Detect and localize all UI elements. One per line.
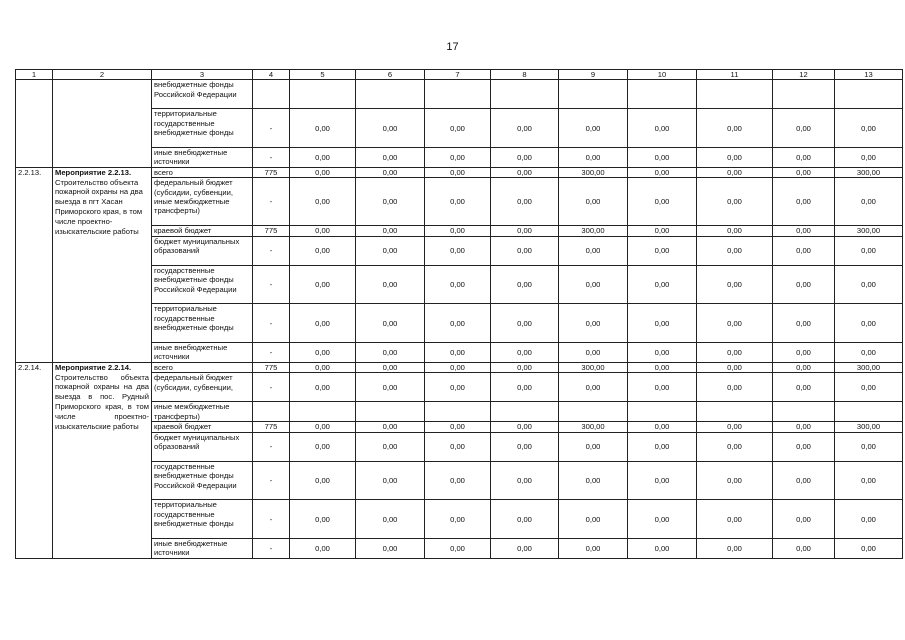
amount-cell: 300,00	[835, 422, 903, 432]
funding-source-cell: иные внебюджетные источники	[152, 147, 253, 167]
amount-cell: 0,00	[425, 342, 491, 362]
amount-cell: 0,00	[290, 265, 356, 304]
amount-cell: 300,00	[835, 226, 903, 236]
funding-source-cell: всего	[152, 362, 253, 372]
header-cell: 13	[835, 70, 903, 80]
table-row	[16, 362, 903, 372]
amount-cell: 0,00	[491, 461, 559, 500]
amount-cell: 0,00	[559, 373, 628, 402]
amount-cell: 0,00	[425, 500, 491, 539]
page-number: 17	[446, 41, 459, 53]
amount-cell: 0,00	[425, 422, 491, 432]
funding-source-cell: всего	[152, 167, 253, 177]
amount-cell: 0,00	[559, 265, 628, 304]
amount-cell: 0,00	[290, 167, 356, 177]
amount-cell: 0,00	[835, 432, 903, 461]
amount-cell: 0,00	[290, 373, 356, 402]
amount-cell: 0,00	[835, 342, 903, 362]
amount-cell: 0,00	[356, 500, 425, 539]
amount-cell: 0,00	[491, 147, 559, 167]
funding-source-cell: бюджет муниципальных образований	[152, 236, 253, 265]
amount-cell: 0,00	[425, 304, 491, 343]
amount-cell: 0,00	[628, 226, 697, 236]
amount-cell: 0,00	[425, 178, 491, 226]
measure-title-cell	[53, 167, 152, 362]
amount-cell: 0,00	[425, 147, 491, 167]
header-cell: 5	[290, 70, 356, 80]
header-cell: 6	[356, 70, 425, 80]
code-value-cell: -	[253, 109, 290, 148]
measure-title-bold: Мероприятие 2.2.13.	[55, 167, 132, 177]
funding-source-cell: краевой бюджет	[152, 422, 253, 432]
amount-cell	[425, 80, 491, 109]
amount-cell: 300,00	[835, 167, 903, 177]
header-cell: 7	[425, 70, 491, 80]
amount-cell: 0,00	[356, 362, 425, 372]
amount-cell: 0,00	[835, 304, 903, 343]
amount-cell: 0,00	[628, 432, 697, 461]
amount-cell	[290, 80, 356, 109]
code-value-cell: -	[253, 432, 290, 461]
code-value-cell	[253, 80, 290, 109]
header-cell: 12	[773, 70, 835, 80]
amount-cell: 0,00	[356, 432, 425, 461]
amount-cell: 0,00	[559, 500, 628, 539]
amount-cell: 0,00	[491, 226, 559, 236]
amount-cell	[773, 80, 835, 109]
amount-cell: 0,00	[773, 226, 835, 236]
amount-cell: 0,00	[628, 167, 697, 177]
amount-cell: 0,00	[491, 304, 559, 343]
amount-cell: 300,00	[559, 167, 628, 177]
amount-cell: 0,00	[697, 109, 773, 148]
code-value-cell: -	[253, 500, 290, 539]
header-cell: 1	[16, 70, 53, 80]
empty-code-cell	[16, 80, 53, 168]
amount-cell: 0,00	[773, 461, 835, 500]
amount-cell: 0,00	[697, 422, 773, 432]
amount-cell: 0,00	[425, 538, 491, 558]
amount-cell	[628, 80, 697, 109]
amount-cell: 0,00	[356, 178, 425, 226]
amount-cell: 0,00	[835, 236, 903, 265]
amount-cell: 0,00	[697, 373, 773, 402]
code-value-cell: -	[253, 265, 290, 304]
amount-cell: 0,00	[628, 461, 697, 500]
funding-source-cell: краевой бюджет	[152, 226, 253, 236]
code-value-cell: -	[253, 538, 290, 558]
amount-cell: 0,00	[697, 342, 773, 362]
amount-cell: 0,00	[559, 147, 628, 167]
amount-cell: 0,00	[628, 373, 697, 402]
amount-cell: 0,00	[491, 432, 559, 461]
amount-cell: 0,00	[697, 362, 773, 372]
header-cell: 8	[491, 70, 559, 80]
amount-cell: 0,00	[356, 422, 425, 432]
amount-cell: 0,00	[290, 147, 356, 167]
amount-cell: 0,00	[835, 500, 903, 539]
amount-cell: 0,00	[356, 461, 425, 500]
table-row	[16, 167, 903, 177]
amount-cell: 0,00	[773, 373, 835, 402]
funding-source-cell: внебюджетные фонды Российской Федерации	[152, 80, 253, 109]
funding-source-cell: иные внебюджетные источники	[152, 538, 253, 558]
amount-cell	[697, 402, 773, 422]
amount-cell	[356, 402, 425, 422]
amount-cell	[356, 80, 425, 109]
financing-table	[15, 69, 903, 559]
amount-cell: 0,00	[290, 362, 356, 372]
code-value-cell: 775	[253, 362, 290, 372]
code-value-cell: -	[253, 147, 290, 167]
amount-cell: 0,00	[290, 226, 356, 236]
amount-cell: 0,00	[628, 538, 697, 558]
amount-cell: 0,00	[290, 461, 356, 500]
code-value-cell: 775	[253, 167, 290, 177]
funding-source-cell: государственные внебюджетные фонды Российской Федерации	[152, 265, 253, 304]
header-cell: 3	[152, 70, 253, 80]
amount-cell: 0,00	[491, 373, 559, 402]
amount-cell: 0,00	[356, 236, 425, 265]
header-cell: 4	[253, 70, 290, 80]
amount-cell: 0,00	[697, 538, 773, 558]
amount-cell: 0,00	[290, 432, 356, 461]
amount-cell	[559, 402, 628, 422]
amount-cell: 0,00	[491, 538, 559, 558]
amount-cell: 0,00	[628, 500, 697, 539]
code-value-cell: -	[253, 236, 290, 265]
amount-cell: 0,00	[835, 178, 903, 226]
amount-cell: 0,00	[491, 362, 559, 372]
amount-cell: 0,00	[425, 362, 491, 372]
header-cell: 10	[628, 70, 697, 80]
amount-cell	[559, 80, 628, 109]
amount-cell: 0,00	[773, 432, 835, 461]
amount-cell: 0,00	[628, 147, 697, 167]
amount-cell: 0,00	[559, 432, 628, 461]
amount-cell: 0,00	[697, 500, 773, 539]
header-cell: 9	[559, 70, 628, 80]
table-row	[16, 80, 903, 109]
code-value-cell	[253, 402, 290, 422]
empty-title-cell	[53, 80, 152, 168]
amount-cell	[835, 80, 903, 109]
amount-cell: 0,00	[773, 342, 835, 362]
amount-cell: 0,00	[425, 226, 491, 236]
amount-cell: 0,00	[835, 265, 903, 304]
amount-cell	[491, 80, 559, 109]
amount-cell: 0,00	[425, 432, 491, 461]
amount-cell: 0,00	[697, 265, 773, 304]
funding-source-cell: территориальные государственные внебюджетные фонды	[152, 109, 253, 148]
amount-cell: 0,00	[559, 538, 628, 558]
measure-code-cell: 2.2.14.	[16, 362, 53, 558]
amount-cell: 0,00	[697, 236, 773, 265]
amount-cell: 0,00	[491, 167, 559, 177]
amount-cell: 0,00	[425, 461, 491, 500]
amount-cell: 0,00	[773, 178, 835, 226]
amount-cell: 0,00	[559, 236, 628, 265]
amount-cell: 0,00	[773, 304, 835, 343]
code-value-cell: 775	[253, 226, 290, 236]
amount-cell: 0,00	[290, 342, 356, 362]
amount-cell: 0,00	[559, 304, 628, 343]
header-cell: 11	[697, 70, 773, 80]
amount-cell: 0,00	[773, 147, 835, 167]
amount-cell: 0,00	[290, 109, 356, 148]
amount-cell: 0,00	[356, 342, 425, 362]
amount-cell: 300,00	[559, 422, 628, 432]
amount-cell: 0,00	[628, 342, 697, 362]
measure-title-bold: Мероприятие 2.2.14.	[55, 362, 132, 372]
funding-source-cell: государственные внебюджетные фонды Российской Федерации	[152, 461, 253, 500]
amount-cell: 0,00	[425, 167, 491, 177]
amount-cell: 0,00	[491, 178, 559, 226]
amount-cell: 0,00	[290, 178, 356, 226]
amount-cell: 0,00	[356, 226, 425, 236]
amount-cell: 0,00	[356, 167, 425, 177]
amount-cell	[835, 402, 903, 422]
amount-cell: 0,00	[628, 265, 697, 304]
amount-cell: 0,00	[835, 373, 903, 402]
amount-cell	[425, 402, 491, 422]
amount-cell: 0,00	[425, 373, 491, 402]
amount-cell: 0,00	[628, 422, 697, 432]
amount-cell: 0,00	[835, 109, 903, 148]
amount-cell: 0,00	[559, 461, 628, 500]
code-value-cell: -	[253, 342, 290, 362]
amount-cell: 0,00	[290, 500, 356, 539]
amount-cell: 0,00	[425, 265, 491, 304]
measure-code-cell: 2.2.13.	[16, 167, 53, 362]
funding-source-cell: иные межбюджетные трансферты)	[152, 402, 253, 422]
funding-source-cell: федеральный бюджет (субсидии, субвенции,	[152, 373, 253, 402]
amount-cell: 0,00	[773, 362, 835, 372]
amount-cell: 0,00	[773, 422, 835, 432]
measure-title-text: Строительство объекта пожарной охраны на два выезда в пгт Хасан Приморского края, в том числе проектно-изыскательские работы	[55, 177, 143, 236]
amount-cell: 0,00	[773, 538, 835, 558]
amount-cell: 0,00	[356, 373, 425, 402]
amount-cell: 300,00	[559, 226, 628, 236]
amount-cell: 0,00	[356, 147, 425, 167]
amount-cell: 0,00	[491, 422, 559, 432]
amount-cell: 0,00	[425, 236, 491, 265]
amount-cell	[290, 402, 356, 422]
amount-cell: 0,00	[356, 538, 425, 558]
amount-cell: 0,00	[697, 147, 773, 167]
amount-cell	[697, 80, 773, 109]
amount-cell: 0,00	[628, 236, 697, 265]
amount-cell: 0,00	[697, 461, 773, 500]
amount-cell: 0,00	[628, 178, 697, 226]
code-value-cell: -	[253, 373, 290, 402]
amount-cell: 0,00	[290, 236, 356, 265]
amount-cell: 0,00	[697, 432, 773, 461]
code-value-cell: 775	[253, 422, 290, 432]
amount-cell: 0,00	[290, 304, 356, 343]
amount-cell: 0,00	[628, 109, 697, 148]
funding-source-cell: территориальные государственные внебюджетные фонды	[152, 500, 253, 539]
amount-cell: 0,00	[491, 265, 559, 304]
amount-cell: 0,00	[697, 167, 773, 177]
amount-cell: 0,00	[491, 109, 559, 148]
amount-cell: 0,00	[835, 147, 903, 167]
amount-cell	[491, 402, 559, 422]
amount-cell: 0,00	[773, 265, 835, 304]
amount-cell: 0,00	[773, 500, 835, 539]
header-row	[16, 70, 903, 80]
funding-source-cell: иные внебюджетные источники	[152, 342, 253, 362]
funding-source-cell: территориальные государственные внебюджетные фонды	[152, 304, 253, 343]
header-cell: 2	[53, 70, 152, 80]
measure-title-cell	[53, 362, 152, 558]
amount-cell: 300,00	[835, 362, 903, 372]
amount-cell: 0,00	[356, 265, 425, 304]
amount-cell: 0,00	[835, 538, 903, 558]
amount-cell: 0,00	[559, 109, 628, 148]
amount-cell: 0,00	[290, 422, 356, 432]
code-value-cell: -	[253, 304, 290, 343]
amount-cell: 0,00	[628, 362, 697, 372]
amount-cell	[773, 402, 835, 422]
code-value-cell: -	[253, 461, 290, 500]
amount-cell: 0,00	[697, 178, 773, 226]
amount-cell: 0,00	[290, 538, 356, 558]
amount-cell: 0,00	[697, 304, 773, 343]
amount-cell: 0,00	[356, 304, 425, 343]
amount-cell: 0,00	[491, 236, 559, 265]
funding-source-cell: федеральный бюджет (субсидии, субвенции, иные межбюджетные трансферты)	[152, 178, 253, 226]
amount-cell: 0,00	[773, 236, 835, 265]
amount-cell: 0,00	[697, 226, 773, 236]
amount-cell	[628, 402, 697, 422]
measure-title-text: Строительство объекта пожарной охраны на два выезда в пос. Рудный Приморского края, в том числе проектно-изыскательские работы	[55, 372, 149, 431]
amount-cell: 0,00	[773, 167, 835, 177]
code-value-cell: -	[253, 178, 290, 226]
amount-cell: 0,00	[491, 500, 559, 539]
amount-cell: 0,00	[835, 461, 903, 500]
amount-cell: 0,00	[356, 109, 425, 148]
amount-cell: 0,00	[773, 109, 835, 148]
amount-cell: 0,00	[628, 304, 697, 343]
amount-cell: 0,00	[559, 342, 628, 362]
amount-cell: 0,00	[425, 109, 491, 148]
amount-cell: 0,00	[559, 178, 628, 226]
funding-source-cell: бюджет муниципальных образований	[152, 432, 253, 461]
amount-cell: 300,00	[559, 362, 628, 372]
amount-cell: 0,00	[491, 342, 559, 362]
